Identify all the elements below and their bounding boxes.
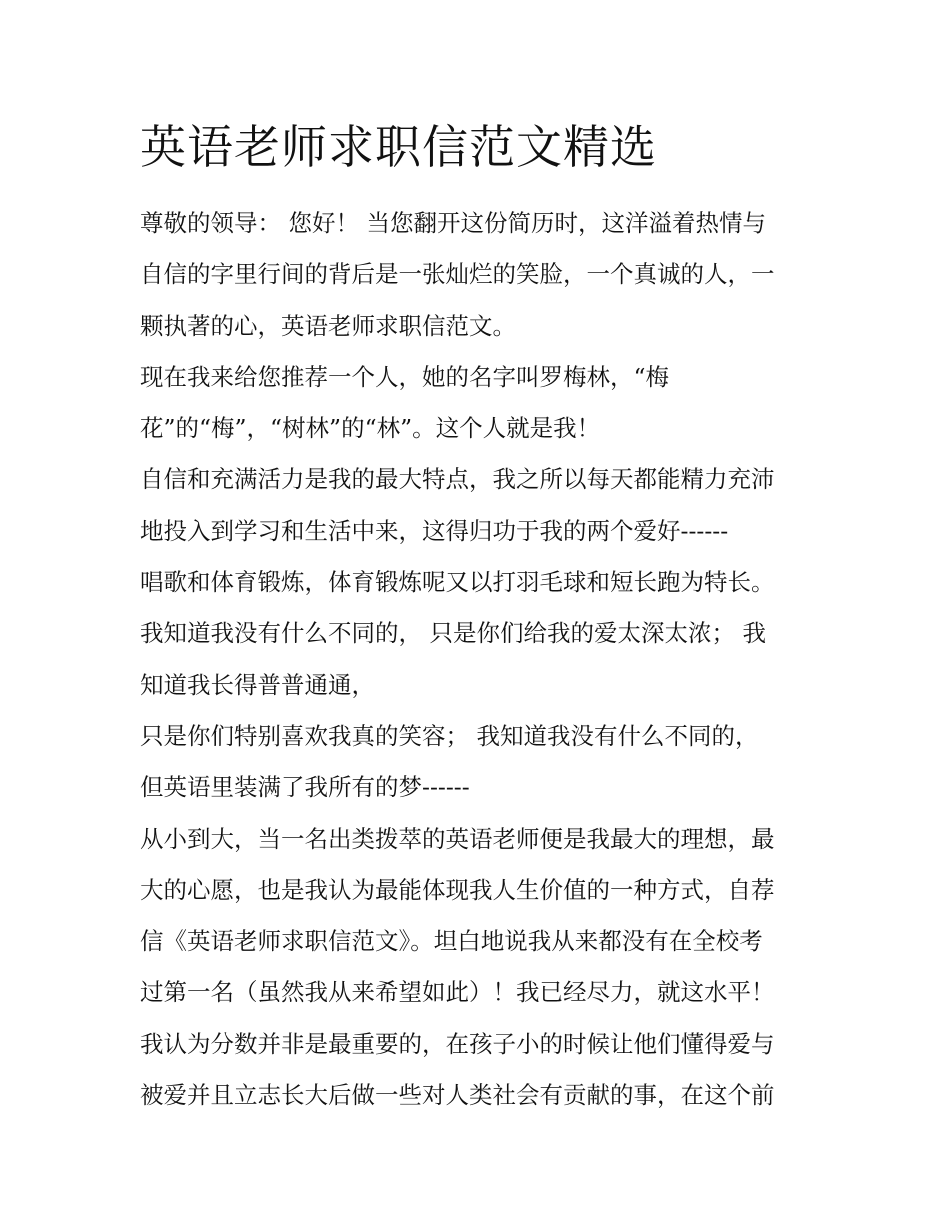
- document-body: [140, 201, 820, 1124]
- body-line: 只是你们特别喜欢我真的笑容； 我知道我没有什么不同的，: [140, 721, 759, 750]
- document-title: 英语老师求职信范文精选: [140, 120, 657, 174]
- body-line: 信《英语老师求职信范文》。坦白地说我从来都没有在全校考: [140, 927, 763, 956]
- body-line: 过第一名（虽然我从来希望如此）！我已经尽力，就这水平！: [140, 978, 775, 1007]
- body-line: 现在我来给您推荐一个人，她的名字叫罗梅林，“梅: [140, 362, 670, 391]
- body-line: 从小到大，当一名出类拨萃的英语老师便是我最大的理想，最: [140, 824, 775, 853]
- body-line: 被爱并且立志长大后做一些对人类社会有贡献的事，在这个前: [140, 1081, 775, 1110]
- body-line: 花”的“梅”，“树林”的“林”。这个人就是我！: [140, 414, 601, 443]
- body-line: 颗执著的心，英语老师求职信范文。: [140, 311, 516, 340]
- body-line: 大的心愿，也是我认为最能体现我人生价值的一种方式，自荐: [140, 875, 775, 904]
- body-line: 自信和充满活力是我的最大特点，我之所以每天都能精力充沛: [140, 465, 775, 494]
- body-line: 地投入到学习和生活中来，这得归功于我的两个爱好------: [140, 516, 729, 545]
- body-line: 尊敬的领导： 您好！ 当您翻开这份简历时，这洋溢着热情与: [140, 209, 766, 237]
- body-line: 自信的字里行间的背后是一张灿烂的笑脸，一个真诚的人，一: [140, 260, 775, 289]
- body-line: 我知道我没有什么不同的， 只是你们给我的爱太深太浓； 我: [140, 619, 766, 648]
- body-line: 知道我长得普普通通，: [140, 670, 375, 699]
- body-line: 唱歌和体育锻炼，体育锻炼呢又以打羽毛球和短长跑为特长。: [140, 568, 775, 597]
- body-line: 我认为分数并非是最重要的，在孩子小的时候让他们懂得爱与: [140, 1029, 775, 1058]
- body-line: 但英语里装满了我所有的梦------: [140, 773, 470, 802]
